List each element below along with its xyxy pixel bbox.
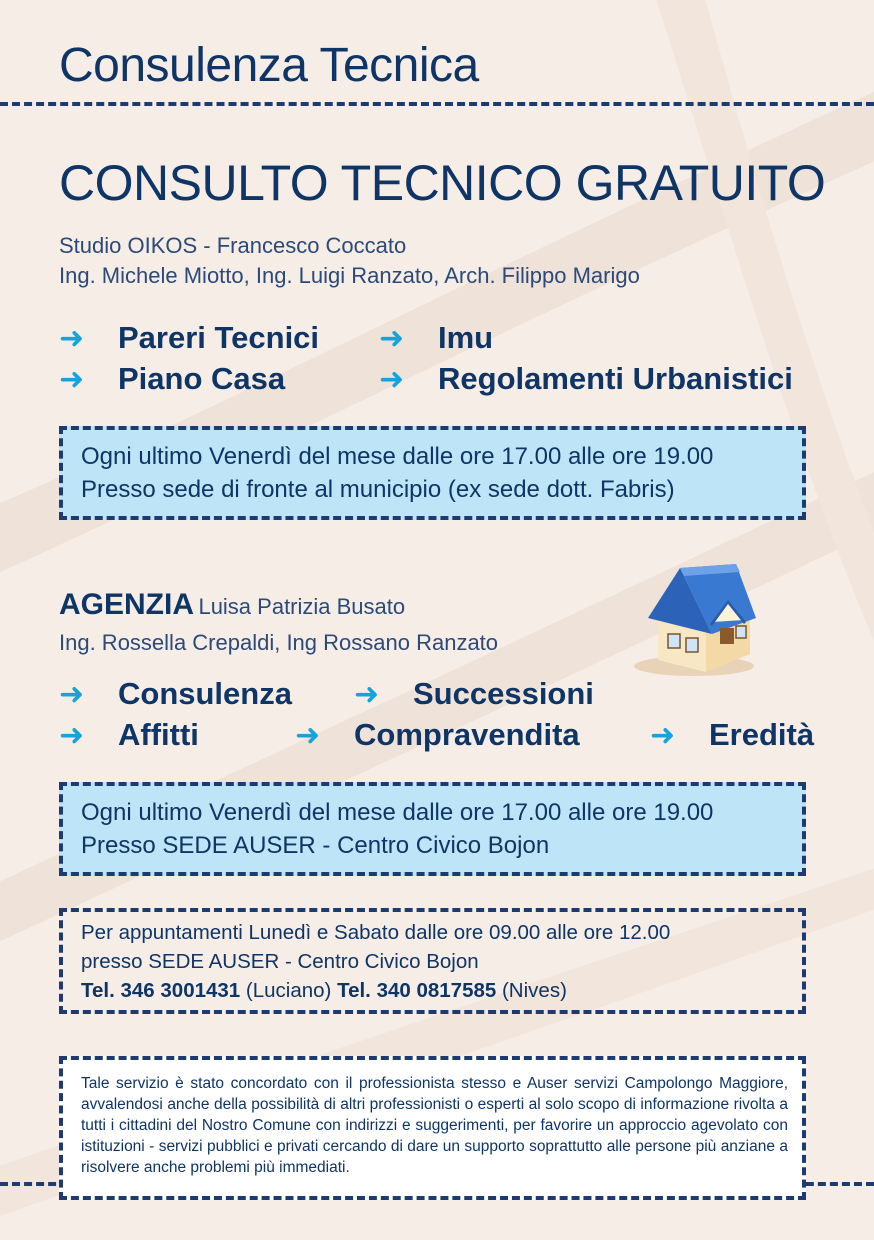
arrow-right-icon: ➜ (379, 363, 405, 396)
header-divider (0, 102, 874, 106)
service-item: Imu (438, 320, 494, 355)
phone-contact-name: (Luciano) (245, 979, 332, 1002)
agenzia-location-line: Presso SEDE AUSER - Centro Civico Bojon (81, 832, 550, 859)
appointments-box (59, 908, 806, 1014)
arrow-right-icon: ➜ (354, 678, 380, 711)
arrow-right-icon: ➜ (59, 719, 85, 752)
arrow-right-icon: ➜ (59, 363, 85, 396)
agenzia-heading (59, 588, 405, 622)
appointments-phones (81, 976, 802, 1005)
service-item: Consulenza (118, 676, 292, 711)
service-item: Successioni (413, 676, 594, 711)
appointments-location: presso SEDE AUSER - Centro Civico Bojon (81, 950, 479, 973)
service-item: Compravendita (354, 717, 580, 752)
disclaimer-box (59, 1056, 806, 1200)
agenzia-schedule-line: Ogni ultimo Venerdì del mese dalle ore 17.00 alle ore 19.00 (81, 799, 714, 826)
service-item: Affitti (118, 717, 199, 752)
page-header-title: Consulenza Tecnica (59, 39, 479, 92)
agenzia-schedule-box (59, 782, 806, 876)
consulto-schedule-line: Ogni ultimo Venerdì del mese dalle ore 17.00 alle ore 19.00 (81, 443, 714, 470)
consulto-title: CONSULTO TECNICO GRATUITO (59, 155, 826, 211)
arrow-right-icon: ➜ (379, 322, 405, 355)
consulto-people: Ing. Michele Miotto, Ing. Luigi Ranzato, Arch. Filippo Marigo (59, 263, 640, 288)
agenzia-people: Ing. Rossella Crepaldi, Ing Rossano Ranzato (59, 630, 499, 655)
consulto-schedule-box (59, 426, 806, 520)
house-icon (628, 562, 760, 680)
phone-contact-name: (Nives) (501, 979, 567, 1002)
appointments-hours: Per appuntamenti Lunedì e Sabato dalle ore 09.00 alle ore 12.00 (81, 921, 671, 944)
service-item: Pareri Tecnici (118, 320, 320, 355)
arrow-right-icon: ➜ (295, 719, 321, 752)
service-item: Piano Casa (118, 361, 286, 396)
agenzia-label: AGENZIA (59, 588, 194, 621)
agenzia-name: Luisa Patrizia Busato (198, 594, 406, 619)
arrow-right-icon: ➜ (650, 719, 676, 752)
phone-number[interactable]: Tel. 340 0817585 (337, 979, 497, 1002)
service-item: Eredità (709, 717, 815, 752)
arrow-right-icon: ➜ (59, 322, 85, 355)
service-item: Regolamenti Urbanistici (438, 361, 793, 396)
consulto-studio: Studio OIKOS - Francesco Coccato (59, 233, 407, 258)
disclaimer-text: Tale servizio è stato concordato con il professionista stesso e Auser servizi Campolongo Maggiore, avvalendosi anche della possibilità di altri professionisti o esperti al solo scopo di informazione rivolta a tutti i cittadini del Nostro Comune con indirizzi e suggerimenti, per favorire un approccio agevolato con istituzioni - servizi pubblici e privati cercando di dare un supporto soprattutto alle persone più anziane a risolvere anche problemi più immediati. (81, 1075, 788, 1176)
phone-number[interactable]: Tel. 346 3001431 (81, 979, 241, 1002)
consulto-location-line: Presso sede di fronte al municipio (ex sede dott. Fabris) (81, 476, 675, 503)
arrow-right-icon: ➜ (59, 678, 85, 711)
